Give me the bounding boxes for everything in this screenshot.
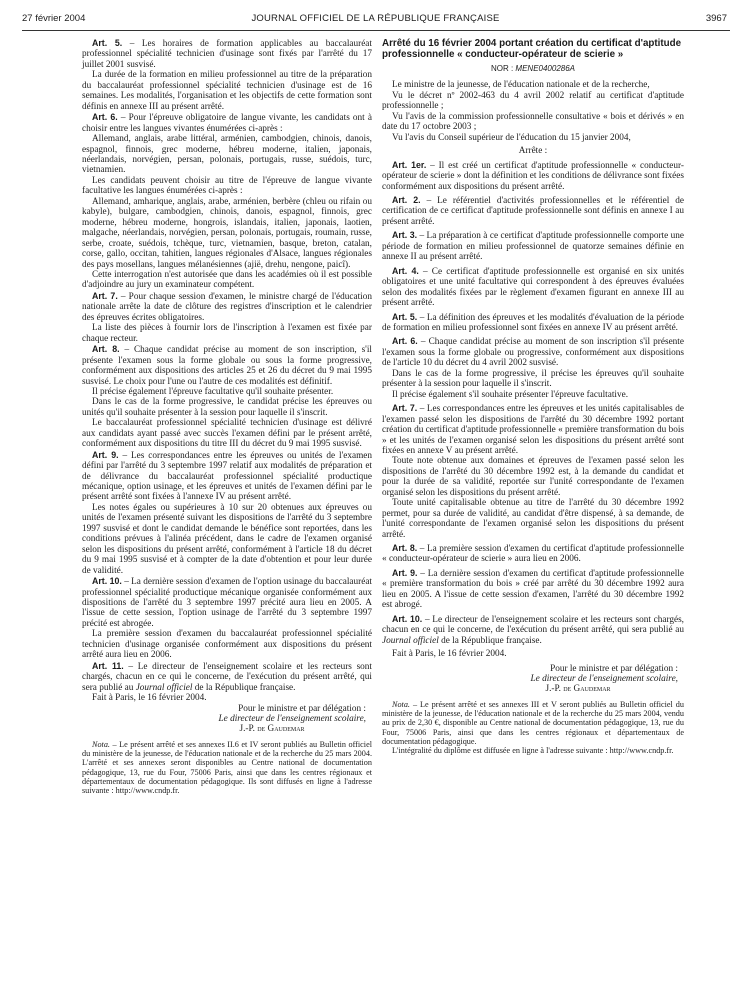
signature-role — [82, 714, 372, 724]
nota-paragraph — [82, 740, 372, 795]
article-11 — [82, 661, 372, 693]
article-label: Art. 9. — [392, 567, 418, 578]
article-text: – Pour l'épreuve obligatoire de langue vivante, les candidats ont à choisir entre les langues vivantes énumérées ci-après : — [82, 113, 372, 134]
article-2 — [382, 195, 684, 227]
signature-name — [82, 724, 372, 734]
intro-minister: Le ministre de la jeunesse, de l'éducation nationale et de la recherche, — [392, 80, 650, 91]
nor-reference — [382, 64, 684, 74]
article-5 — [82, 38, 372, 70]
article-7 — [382, 403, 684, 456]
article-text: – La définition des épreuves et les modalités d'évaluation de la période de formation en milieu professionnel sont fixées en annexe IV au présent arrêté. — [382, 312, 684, 333]
paragraph: Les notes égales ou supérieures à 10 sur 20 obtenues aux épreuves ou unités de l'examen présenté suivant les dispositions de l'arrêté du 3 septembre 1997 susvisé et dont le candidat demande le bénéfice sont reportées, dans les conditions prévues à l'alinéa précédent, dans le cadre de l'examen organisé selon les dispositions du présent arrêté, conformément à l'article 18 du décret du 9 mai 1995 susvisé et à compter de la date d'obtention et pour leur durée de validité. — [82, 502, 372, 576]
article-text: – Ce certificat d'aptitude professionnelle est organisé en six unités obligatoires et une unité facultative qui correspondent à des épreuves évaluées selon des modalités fixées par le règlement d'examen figurant en annexe III au présent arrêté. — [382, 266, 684, 309]
header-date: 27 février 2004 — [22, 13, 86, 24]
journal-name: Journal officiel — [382, 635, 439, 646]
article-label: Art. 6. — [392, 336, 418, 347]
article-text: – La dernière session d'examen du certificat d'aptitude professionnelle « première transformation du bois » créé par arrêté du 30 décembre 1992 aura lieu en 2005. A l'issue de cette session d'examen, l'arrêté du 30 décembre 1992 est abrogé. — [382, 568, 685, 611]
page-header — [0, 12, 751, 26]
signature-name — [382, 684, 684, 694]
article-label: Art. 5. — [92, 38, 123, 48]
right-column — [382, 38, 684, 755]
article-label: Art. 7. — [92, 290, 118, 301]
article-10 — [82, 576, 372, 629]
paragraph: Dans le cas de la forme progressive, le candidat précise les épreuves ou unités qu'il souhaite présenter à la session pour laquelle il s'inscrit. — [82, 397, 372, 418]
decree-title: Arrêté du 16 février 2004 portant création du certificat d'aptitude professionnelle « conducteur-opérateur de scierie » — [382, 38, 682, 60]
arrete-heading: Arrête : — [518, 146, 548, 157]
article-label: Art. 10. — [392, 613, 423, 624]
article-label: Art. 8. — [92, 344, 120, 355]
article-label: Art. 8. — [392, 543, 418, 554]
article-label: Art. 7. — [392, 403, 418, 414]
paragraph: Le baccalauréat professionnel spécialité technicien d'usinage est délivré aux candidats ayant passé avec succès l'examen défini par le présent arrêté, conformément aux dispositions du titre III du décret du 9 mai 1995 susvisé. — [82, 418, 372, 450]
article-label: Art. 5. — [392, 311, 418, 322]
intro-vu: Vu l'avis de la commission professionnelle consultative « bois et dérivés » en date du 17 octobre 2003 ; — [382, 111, 684, 133]
article-text: – Chaque candidat précise au moment de son inscription, s'il présente l'examen sous la forme globale ou sous la forme progressive, conformément aux dispositions des articles 25 et 26 du décret du 9 mai 1995 susvisé. Le choix pour l'une ou l'autre de ces modalités est définitif. — [82, 345, 372, 387]
paragraph: Toute note obtenue aux domaines et épreuves de l'examen passé selon les dispositions de l'arrêté du 30 décembre 1992 est, à la demande du candidat et pour la durée de sa validité, reportée sur l'unité correspondante de l'examen organisé selon les dispositions du présent arrêté. — [382, 456, 684, 498]
nota-text: – Le présent arrêté et ses annexes III et V seront publiés au Bulletin officiel du ministère de la jeunesse, de l'éducation nationale et de la recherche du 25 mars 2004, vendu au prix de 2,30 €, disponible au Centre national de documentation pédagogique, 13, rue du Four, 75006 Paris, ainsi que dans les centres régionaux et départementaux de documentation pédagogique. — [382, 699, 684, 746]
nota-paragraph: L'intégralité du diplôme est diffusée en ligne à l'adresse suivante : http://www.cndp.fr. — [392, 745, 674, 755]
article-7 — [82, 291, 372, 323]
article-label: Art. 6. — [92, 112, 118, 123]
article-text: – Les correspondances entre les épreuves et les unités capitalisables de l'examen passé selon les dispositions de l'arrêté du 30 décembre 1992 portant création du certificat d'aptitude professionnelle « première transformation du bois » et les unités de l'examen organisé selon les dispositions du présent arrêté sont fixées en annexe V au présent arrêté. — [382, 404, 685, 456]
article-text: – Les correspondances entre les épreuves ou unités de l'examen défini par l'arrêté du 3 septembre 1997 relatif aux modalités de préparation et de délivrance du baccalauréat professionnel spécialité productique mécanique, option usinage, et les épreuves et unités de l'examen défini par le présent arrêté sont fixées à l'annexe IV au présent arrêté. — [82, 450, 372, 503]
article-8 — [82, 344, 372, 387]
article-6 — [382, 336, 684, 368]
paragraph: Il précise également s'il souhaite présenter l'épreuve facultative. — [392, 389, 629, 400]
article-label: Art. 10. — [92, 576, 122, 587]
article-text: – La première session d'examen du certificat d'aptitude professionnelle « conducteur-opérateur de scierie » aura lieu en 2006. — [382, 544, 684, 565]
article-3 — [382, 230, 684, 262]
article-5 — [382, 312, 684, 334]
article-text: – Pour chaque session d'examen, le ministre chargé de l'éducation nationale arrête la date de clôture des registres d'inscription et le calendrier des épreuves écrites obligatoires. — [82, 291, 372, 323]
intro-vu: Vu l'avis du Conseil supérieur de l'éducation du 15 janvier 2004, — [392, 132, 631, 143]
signature-delegation: Pour le ministre et par délégation : — [238, 703, 366, 714]
article-4 — [382, 266, 684, 309]
article-text: – Il est créé un certificat d'aptitude professionnelle « conducteur-opérateur de scierie » dont la définition et les conditions de délivrance sont fixées conformément aux dispositions du présent arrêté. — [382, 160, 684, 192]
signature-name-text: J.-P. de Gaudemar — [239, 724, 305, 735]
article-label: Art. 4. — [392, 265, 419, 276]
article-text: – Les horaires de formation applicables au baccalauréat professionnel spécialité technicien d'usinage sont fixés par l'arrêté du 17 juillet 2001 susvisé. — [82, 39, 372, 70]
signature-role — [382, 674, 684, 684]
article-8 — [382, 543, 684, 565]
fait-a-paris: Fait à Paris, le 16 février 2004. — [392, 649, 507, 660]
signature-role-text: Le directeur de l'enseignement scolaire, — [218, 714, 366, 724]
journal-name: Journal officiel — [135, 682, 193, 693]
left-column — [82, 38, 372, 795]
article-6 — [82, 112, 372, 134]
paragraph: La liste des pièces à fournir lors de l'inscription à l'examen est fixée par chaque recteur. — [82, 323, 372, 344]
article-text: – Le directeur de l'enseignement scolaire et les recteurs sont chargés, chacun en ce qui le concerne, de l'exécution du présent arrêté, qui sera publié au — [82, 661, 372, 693]
article-text: – La dernière session d'examen de l'option usinage du baccalauréat professionnel spécialité productique mécanique organisée conformément aux dispositions de l'arrêté du 3 septembre 1997 précité aura lieu en 2005. A l'issue de cette session, l'option usinage de l'arrêté du 3 septembre 1997 précité est abrogée. — [82, 577, 373, 629]
article-text: – Le référentiel d'activités professionnelles et le référentiel de certification de ce certificat d'aptitude professionnelle sont définis en annexe I au présent arrêté. — [382, 195, 684, 227]
signature-role-text: Le directeur de l'enseignement scolaire, — [530, 674, 678, 685]
nota-text: – Le présent arrêté et ses annexes II.6 et IV seront publiés au Bulletin officiel du ministère de la jeunesse, de l'éducation nationale et de la recherche du 25 mars 2004. L'arrêté et ses annexes seront disponibles au Centre national de documentation pédagogique, 13, rue du Four, 75006 Paris, ainsi que dans les centres régionaux et départementaux de documentation pédagogique. Ils sont diffusés en ligne à l'adresse suivante : http://www.cndp.fr. — [82, 739, 372, 795]
nota-note — [382, 700, 684, 755]
paragraph: Allemand, amharique, anglais, arabe, arménien, berbère (chleu ou rifain ou kabyle), bulgare, cambodgien, chinois, danois, espagnol, finnois, grec moderne, hébreu moderne, hongrois, islandais, italien, japonais, laotien, malgache, néerlandais, norvégien, persan, polonais, portugais, roumain, russe, serbe, croate, suédois, tchèque, turc, vietnamien, basque, breton, catalan, corse, gallo, occitan, tahitien, langues régionales d'Alsace, langues régionales des pays mosellans, langues mélanésiennes (ajië, drehu, nengone, paicî). — [82, 196, 372, 270]
nota-label: Nota. — [92, 739, 110, 749]
header-rule — [22, 30, 730, 31]
article-label: Art. 9. — [92, 449, 119, 460]
article-label: Art. 3. — [392, 230, 418, 241]
article-9 — [382, 568, 684, 611]
signature-name-text: J.-P. de Gaudemar — [545, 684, 611, 695]
nota-paragraph — [382, 700, 684, 746]
article-text-end: de la République française. — [438, 635, 542, 646]
article-9 — [82, 450, 372, 503]
intro-vu: Vu le décret nº 2002-463 du 4 avril 2002 relatif au certificat d'aptitude professionnelle ; — [382, 90, 684, 112]
nor-code: MENE0400286A — [515, 64, 576, 73]
signature-delegation: Pour le ministre et par délégation : — [550, 663, 678, 674]
article-label: Art. 11. — [92, 660, 124, 671]
article-10 — [382, 614, 684, 646]
paragraph: Allemand, anglais, arabe littéral, arménien, cambodgien, chinois, danois, espagnol, finnois, grec moderne, hébreu moderne, italien, japonais, néerlandais, norvégien, persan, polonais, portugais, russe, suédois, turc, vietnamien. — [82, 134, 372, 176]
journal-title: JOURNAL OFFICIEL DE LA RÉPUBLIQUE FRANÇAISE — [251, 13, 500, 24]
paragraph: Les candidats peuvent choisir au titre de l'épreuve de langue vivante facultative les langues énumérées ci-après : — [82, 175, 372, 197]
article-text-end: de la République française. — [192, 682, 296, 693]
paragraph: La durée de la formation en milieu professionnel au titre de la préparation du baccalauréat professionnel spécialité technicien d'usinage est de 16 semaines. Les modalités, l'organisation et les objectifs de cette formation sont définis en annexe III au présent arrêté. — [82, 70, 372, 112]
paragraph: Toute unité capitalisable obtenue au titre de l'arrêté du 30 décembre 1992 permet, pour sa durée de validité, au candidat d'être dispensé, à sa demande, de l'unité correspondante de l'examen organisé selon les dispositions du présent arrêté. — [382, 498, 684, 540]
article-label: Art. 1er. — [392, 159, 427, 170]
paragraph: Cette interrogation n'est autorisée que dans les académies où il est possible d'adjoindre au jury un examinateur compétent. — [82, 269, 372, 291]
article-text: – Chaque candidat précise au moment de son inscription s'il présente l'examen sous la forme globale ou progressive, conformément aux dispositions de l'article 10 du décret du 4 avril 2002 susvisé. — [382, 337, 684, 369]
article-text: – Le directeur de l'enseignement scolaire et les recteurs sont chargés, chacun en ce qui le concerne, de l'exécution du présent arrêté, qui sera publié au — [382, 614, 684, 636]
fait-a-paris: Fait à Paris, le 16 février 2004. — [92, 693, 207, 704]
article-text: – La préparation à ce certificat d'aptitude professionnelle comporte une période de formation en milieu professionnel de quatorze semaines définie en annexe II au présent arrêté. — [382, 231, 684, 263]
paragraph: La première session d'examen du baccalauréat professionnel spécialité technicien d'usinage organisée conformément aux dispositions du présent arrêté aura lieu en 2006. — [82, 629, 372, 661]
paragraph: Il précise également l'épreuve facultative qu'il souhaite présenter. — [92, 386, 334, 397]
nota-note — [82, 740, 372, 795]
nota-label: Nota. — [392, 699, 410, 709]
nor-label: NOR : — [490, 64, 516, 73]
page-number: 3967 — [705, 13, 727, 24]
paragraph: Dans le cas de la forme progressive, il précise les épreuves qu'il souhaite présenter à la session pour laquelle il s'inscrit. — [382, 368, 684, 390]
article-1 — [382, 160, 684, 192]
article-label: Art. 2. — [392, 194, 421, 205]
